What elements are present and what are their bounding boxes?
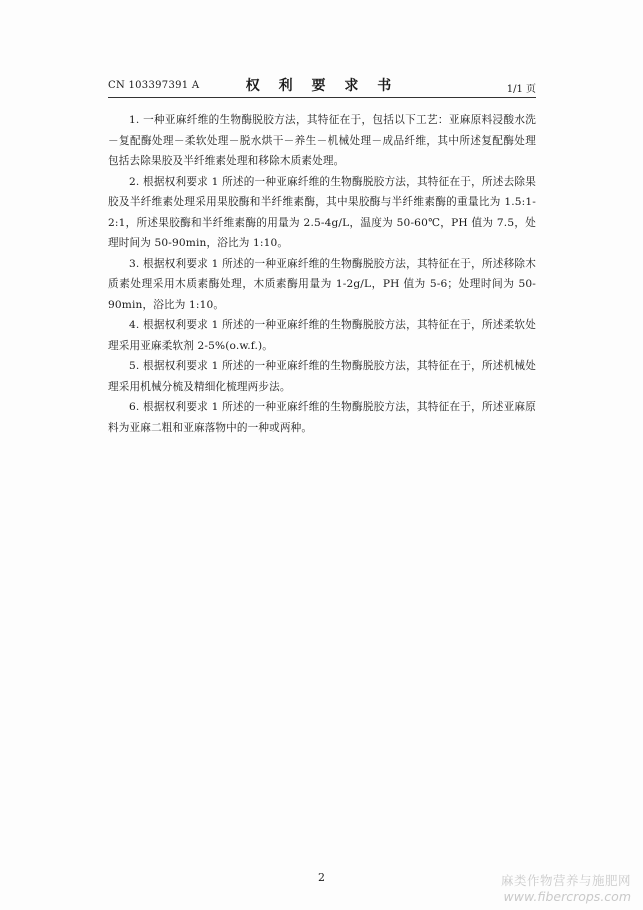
claim-2: 2. 根据权利要求 1 所述的一种亚麻纤维的生物酶脱胶方法，其特征在于，所述去除果胶及半纤维素处理采用果胶酶和半纤维素酶，其中果胶酶与半纤维素酶的重量比为 1.5:1-2:1，所述果胶酶和半纤维素酶的用量为 2.5-4g/L，温度为 50-60℃，PH 值为 7.5，处理时间为 50-90min，浴比为 1:10。 bbox=[108, 175, 536, 249]
claim-3: 3. 根据权利要求 1 所述的一种亚麻纤维的生物酶脱胶方法，其特征在于，所述移除木质素处理采用木质素酶处理，木质素酶用量为 1-2g/L，PH 值为 5-6；处理时间为 50-90min，浴比为 1:10。 bbox=[108, 257, 536, 311]
site-watermark bbox=[501, 873, 631, 905]
header-divider bbox=[108, 97, 536, 98]
claim-5: 5. 根据权利要求 1 所述的一种亚麻纤维的生物酶脱胶方法，其特征在于，所述机械处理采用机械分梳及精细化梳理两步法。 bbox=[108, 360, 536, 393]
publication-number: CN 103397391 A bbox=[108, 80, 200, 91]
footer-page-number: 2 bbox=[318, 871, 325, 884]
claim-1: 1. 一种亚麻纤维的生物酶脱胶方法，其特征在于，包括以下工艺：亚麻原料浸酸水洗－复配酶处理－柔软处理－脱水烘干－养生－机械处理－成品纤维，其中所述复配酶处理包括去除果胶及半纤维素处理和移除木质素处理。 bbox=[108, 114, 536, 167]
claims-list bbox=[108, 110, 536, 438]
claim-4: 4. 根据权利要求 1 所述的一种亚麻纤维的生物酶脱胶方法，其特征在于，所述柔软处理采用亚麻柔软剂 2-5%(o.w.f.)。 bbox=[108, 319, 536, 352]
page-header bbox=[108, 74, 536, 94]
watermark-site-name: 麻类作物营养与施肥网 bbox=[500, 873, 631, 888]
page-indicator: 1/1 页 bbox=[506, 84, 536, 95]
claim-6: 6. 根据权利要求 1 所述的一种亚麻纤维的生物酶脱胶方法，其特征在于，所述亚麻原料为亚麻二粗和亚麻落物中的一种或两种。 bbox=[108, 401, 536, 434]
document-title: 权 利 要 求 书 bbox=[245, 78, 399, 94]
watermark-url: www.fibercrops.com bbox=[503, 889, 631, 904]
